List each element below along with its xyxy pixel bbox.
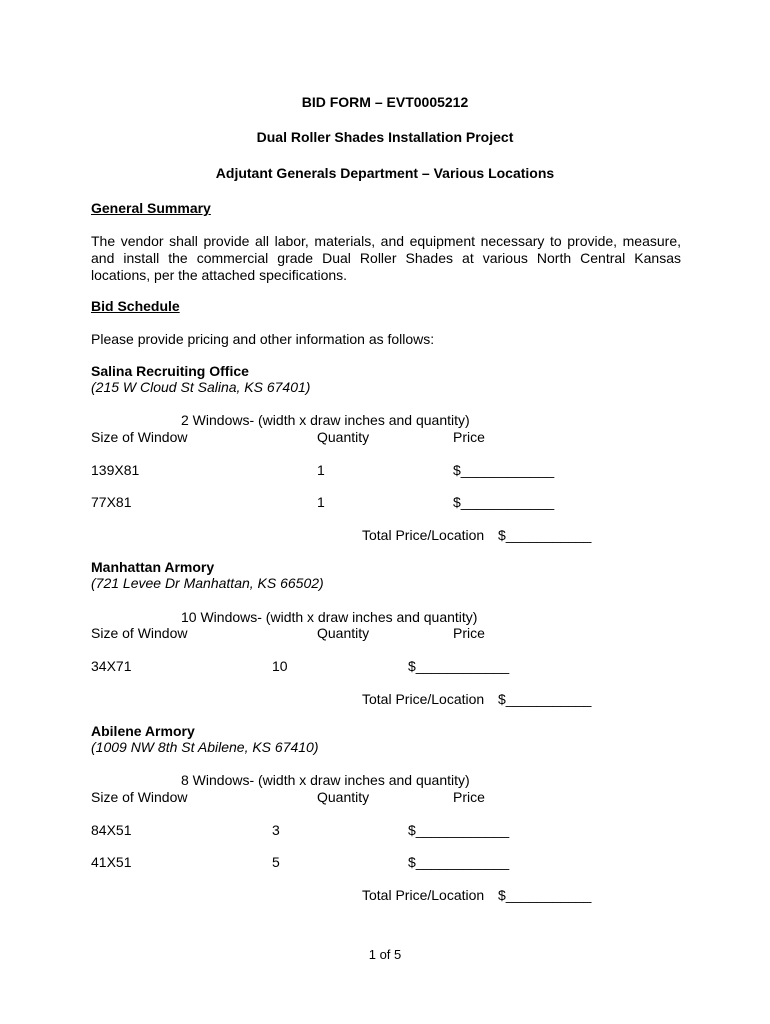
windows-note: 10 Windows- (width x draw inches and quantity): [181, 609, 478, 625]
row-quantity: 1: [317, 462, 325, 478]
location-name: Manhattan Armory: [91, 559, 215, 575]
row-size: 139X81: [91, 462, 140, 478]
row-quantity: 1: [317, 494, 325, 510]
project-title: Dual Roller Shades Installation Project: [256, 129, 514, 145]
price-header: Price: [453, 789, 485, 805]
location-name: Abilene Armory: [91, 723, 195, 739]
row-quantity: 10: [272, 658, 288, 674]
windows-note: 2 Windows- (width x draw inches and quantity): [181, 412, 470, 428]
row-price-field[interactable]: $____________: [408, 822, 510, 838]
quantity-header: Quantity: [317, 429, 370, 445]
quantity-header: Quantity: [317, 789, 370, 805]
total-price-field[interactable]: $___________: [498, 887, 592, 903]
row-size: 34X71: [91, 658, 132, 674]
row-price-field[interactable]: $____________: [453, 494, 555, 510]
department-title: Adjutant Generals Department – Various Locations: [215, 165, 555, 181]
bid-schedule-intro: Please provide pricing and other information as follows:: [91, 331, 435, 347]
row-price-field[interactable]: $____________: [453, 462, 555, 478]
general-summary-text: The vendor shall provide all labor, materials, and equipment necessary to provide, measure, and install the commercial grade Dual Roller Shades at various North Central Kansas locations, per the attached specifications.: [91, 233, 681, 283]
quantity-header: Quantity: [317, 625, 370, 641]
row-quantity: 5: [272, 854, 280, 870]
location-address: (215 W Cloud St Salina, KS 67401): [91, 379, 311, 395]
row-quantity: 3: [272, 822, 280, 838]
row-size: 41X51: [91, 854, 132, 870]
location-address: (1009 NW 8th St Abilene, KS 67410): [91, 739, 319, 755]
size-header: Size of Window: [91, 789, 188, 805]
general-summary-heading: General Summary: [91, 200, 211, 216]
bid-schedule-heading: Bid Schedule: [91, 298, 180, 314]
size-header: Size of Window: [91, 625, 188, 641]
row-size: 77X81: [91, 494, 132, 510]
total-label: Total Price/Location: [362, 527, 485, 543]
form-title: BID FORM – EVT0005212: [301, 94, 469, 110]
total-label: Total Price/Location: [362, 887, 485, 903]
total-label: Total Price/Location: [362, 691, 485, 707]
price-header: Price: [453, 625, 485, 641]
total-price-field[interactable]: $___________: [498, 527, 592, 543]
size-header: Size of Window: [91, 429, 188, 445]
windows-note: 8 Windows- (width x draw inches and quantity): [181, 772, 470, 788]
row-size: 84X51: [91, 822, 132, 838]
row-price-field[interactable]: $____________: [408, 854, 510, 870]
price-header: Price: [453, 429, 485, 445]
row-price-field[interactable]: $____________: [408, 658, 510, 674]
location-name: Salina Recruiting Office: [91, 363, 249, 379]
total-price-field[interactable]: $___________: [498, 691, 592, 707]
location-address: (721 Levee Dr Manhattan, KS 66502): [91, 575, 324, 591]
page-number: 1 of 5: [368, 947, 402, 962]
